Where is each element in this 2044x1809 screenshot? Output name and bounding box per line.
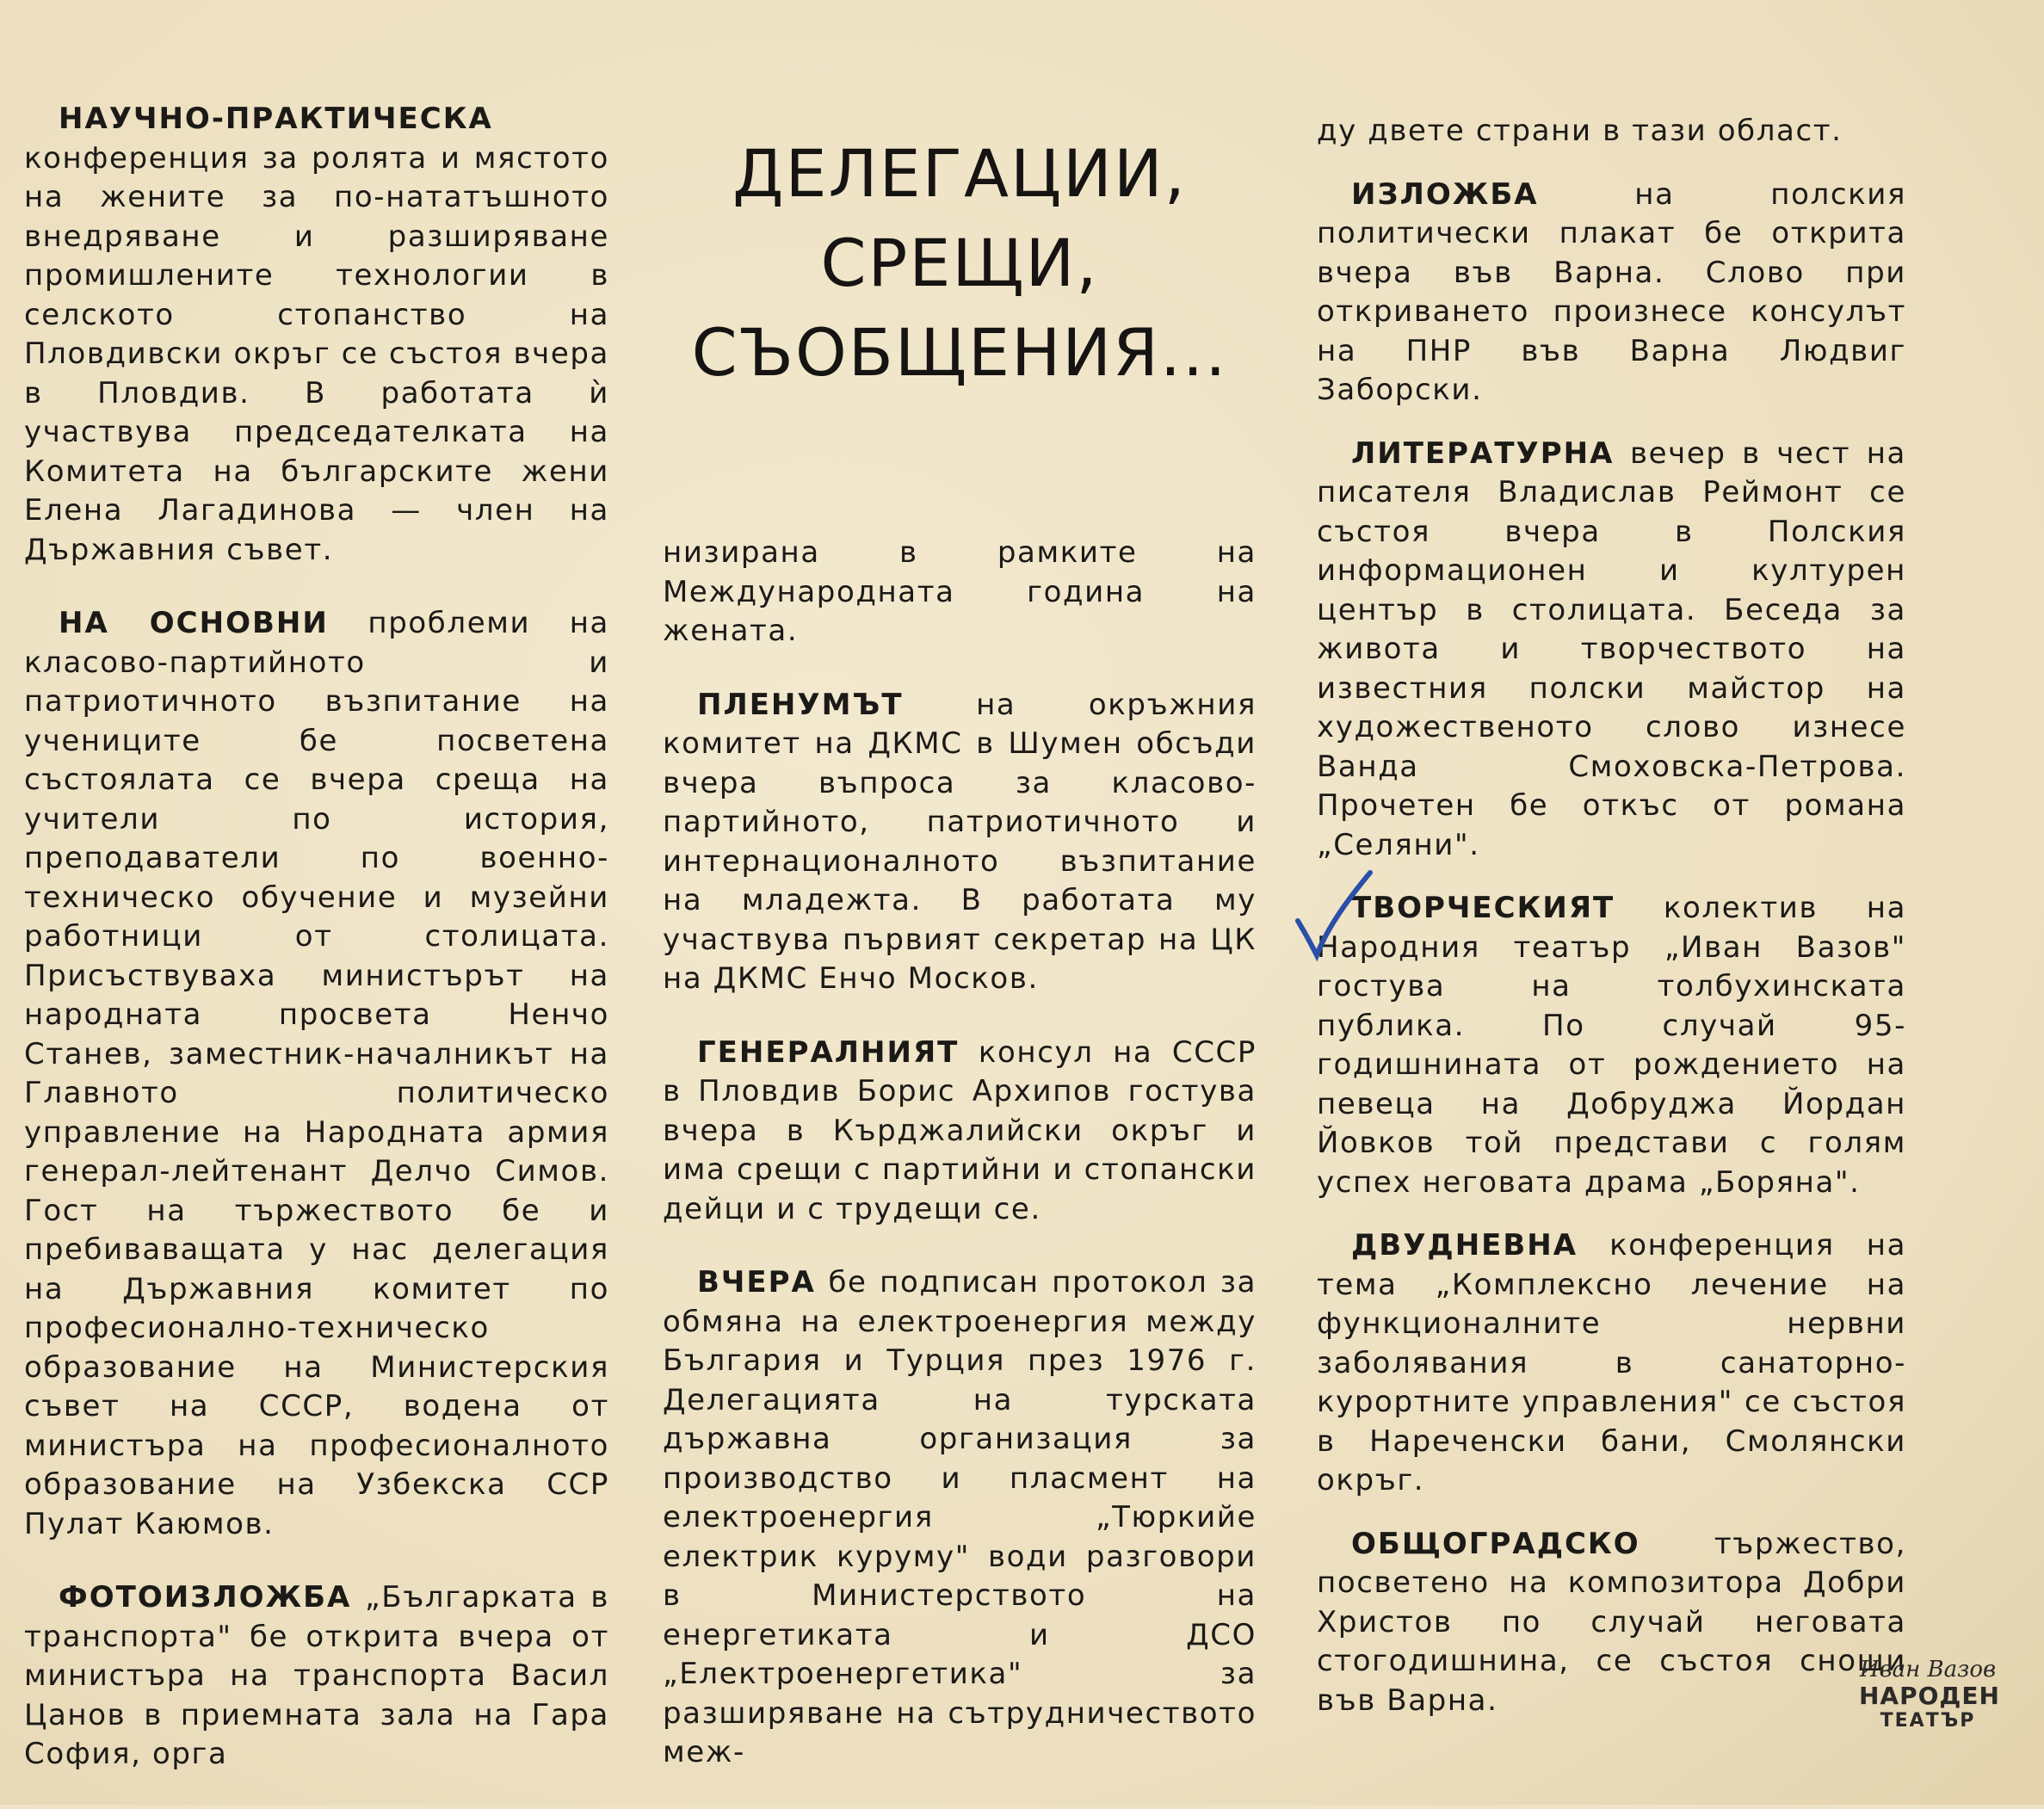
news-item <box>1317 435 1906 866</box>
item-text: консул на СССР в Пловдив Борис Архипов гостува вчера в Кърджалийски окръг и има срещи с партийни и стопански дейци и с трудещи се. <box>663 1034 1257 1226</box>
news-item <box>1317 889 1906 1202</box>
item-lead: ТВОРЧЕСКИЯТ <box>1351 891 1615 925</box>
item-lead: ПЛЕНУМЪТ <box>697 687 904 722</box>
column-right <box>1317 112 1906 1744</box>
headline <box>663 129 1257 398</box>
national-theatre-logo <box>1859 1657 2000 1777</box>
news-item <box>1317 1525 1906 1721</box>
item-text: „Българката в транспорта" бе открита вчера от министъра на транспорта Васил Цанов в приемната зала на Гара София, орга <box>24 1580 609 1771</box>
item-text: ду двете страни в тази област. <box>1317 114 1843 148</box>
column-left <box>24 100 609 1809</box>
item-text: на окръжния комитет на ДКМС в Шумен обсъди вчера въпроса за класово-партийното, патриотичното и интернационалното възпитание на младежта. В работата му участвува първият секретар на ЦК на ДКМС Енчо Москов. <box>663 687 1257 996</box>
headline-line-1: ДЕЛЕГАЦИИ, <box>732 135 1187 212</box>
item-lead: ВЧЕРА <box>697 1265 816 1300</box>
news-item <box>663 686 1257 999</box>
news-item <box>1317 1226 1906 1501</box>
item-lead: НА ОСНОВНИ <box>59 606 329 640</box>
item-text: колектив на Народния театър „Иван Вазов" гостува на толбухинската публика. По случай 95-годишнината от рождението на певеца на Добруджа Йордан Йовков той представи с голям успех неговата драма „Боряна". <box>1317 891 1906 1200</box>
item-lead: ОБЩОГРАДСКО <box>1351 1526 1640 1561</box>
news-item <box>663 1263 1257 1773</box>
item-lead: ДВУДНЕВНА <box>1351 1228 1578 1263</box>
item-text: на полския политически плакат бе открита вчера във Варна. Слово при откриването произнесе консулът на ПНР във Варна Людвиг Заборски. <box>1317 176 1906 407</box>
checkmark-icon <box>1291 869 1377 964</box>
news-item <box>24 1578 609 1775</box>
item-lead: НАУЧНО-ПРАКТИЧЕСКА <box>59 102 493 136</box>
item-lead: ФОТОИЗЛОЖБА <box>59 1580 352 1615</box>
item-text: конференция за ролята и мястото на жените за по-нататъшното внедряване и разширяване промишлените технологии в селското стопанство на Пловдивски окръг се състоя вчера в Пловдив. В работата ѝ участвува председателката на Комитета на българските жени Елена Лагадинова — член на Държавния съвет. <box>24 140 609 567</box>
item-text: конференция на тема „Комплексно лечение на функционалните нервни заболявания в санаторно-курортните управления" се състоя в Нареченски бани, Смолянски окръг. <box>1317 1228 1906 1497</box>
logo-signature: Иван Вазов <box>1859 1657 1997 1682</box>
item-text: тържество, посветено на композитора Добри Христов по случай неговата стогодишнина, се състоя снощи във Варна. <box>1317 1526 1906 1718</box>
news-item <box>1317 112 1906 151</box>
news-item <box>663 534 1257 651</box>
column-middle <box>663 534 1257 1807</box>
headline-line-3: СЪОБЩЕНИЯ... <box>691 314 1228 391</box>
news-item <box>663 1034 1257 1230</box>
item-text: бе подписан протокол за обмяна на електроенергия между България и Турция през 1976 г. Делегацията на турската държавна организация за производство и пласмент на електроенергия „Тюркийе електрик куруму" води разговори в Министерството на енергетиката и ДСО „Електроенергетика" за разширяване на сътрудничеството меж- <box>663 1265 1257 1769</box>
logo-line-2: ТЕАТЪР <box>1880 1710 1976 1732</box>
item-text: проблеми на класово-партийното и патриотичното възпитание на учениците бе посветена състоялата се вчера среща на учители по история, преподаватели по военно-техническо обучение и музейни работници от столицата. Присъствуваха министърът на народната просвета Ненчо Станев, заместник-началникът на Главното политическо управление на Народната армия генерал-лейтенант Делчо Симов. Гост на тържеството бе и пребиваващата у нас делегация на Държавния комитет по професионално-техническо образование на Министерския съвет на СССР, водена от министъра на професионалното образование на Узбекска ССР Пулат Каюмов. <box>24 606 609 1541</box>
news-item <box>1317 176 1906 411</box>
headline-line-2: СРЕЩИ, <box>820 225 1099 301</box>
news-item <box>24 604 609 1544</box>
news-item <box>24 100 609 570</box>
item-lead: ИЗЛОЖБА <box>1351 176 1539 212</box>
item-text: вечер в чест на писателя Владислав Реймонт се състоя вчера в Полския информационен и културен център в столицата. Беседа за живота и творчеството на известния полски майстор на художественото слово изнесе Ванда Смоховска-Петрова. Прочетен бе откъс от романа „Селяни". <box>1317 435 1906 862</box>
item-lead: ЛИТЕРАТУРНА <box>1351 435 1615 471</box>
item-text: низирана в рамките на Международната година на жената. <box>663 535 1257 648</box>
logo-line-1: НАРОДЕН <box>1859 1682 2000 1710</box>
item-lead: ГЕНЕРАЛНИЯТ <box>697 1034 960 1070</box>
